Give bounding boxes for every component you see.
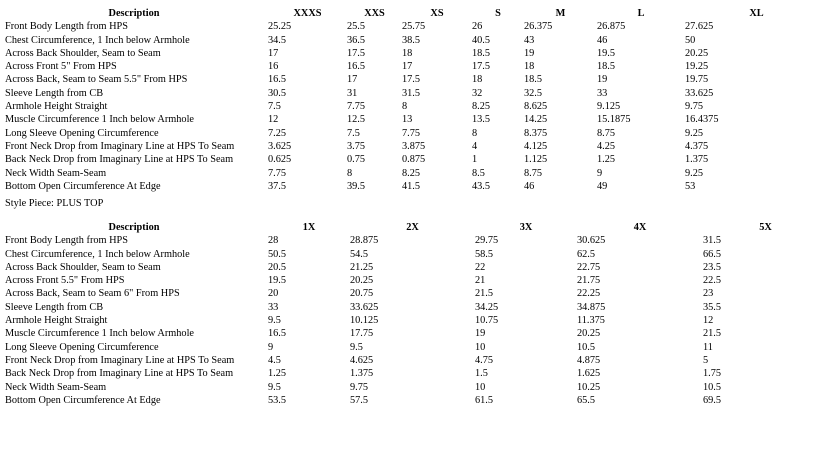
measurement-value: 17.5 bbox=[402, 74, 421, 86]
size-spec-table-regular bbox=[0, 7, 828, 193]
measurement-value: 5 bbox=[703, 354, 709, 366]
measurement-value: 17.5 bbox=[472, 61, 491, 73]
measurement-value: 8.75 bbox=[524, 167, 543, 179]
measurement-value: 7.5 bbox=[347, 127, 360, 139]
table-row bbox=[0, 248, 828, 261]
measurement-label: Front Body Length from HPS bbox=[5, 235, 128, 247]
measurement-value: 18.5 bbox=[524, 74, 543, 86]
measurement-value: 12 bbox=[703, 315, 714, 327]
measurement-value: 33.625 bbox=[350, 301, 379, 313]
measurement-value: 46 bbox=[524, 180, 535, 192]
measurement-value: 9.25 bbox=[685, 127, 704, 139]
measurement-value: 65.5 bbox=[577, 394, 596, 406]
measurement-label: Front Body Length from HPS bbox=[5, 21, 128, 33]
measurement-value: 9 bbox=[268, 341, 274, 353]
measurement-value: 16.5 bbox=[347, 61, 366, 73]
column-header-size: XS bbox=[430, 8, 444, 19]
measurement-value: 58.5 bbox=[475, 248, 494, 260]
measurement-value: 22.75 bbox=[577, 261, 601, 273]
measurement-value: 8.375 bbox=[524, 127, 548, 139]
measurement-value: 8.25 bbox=[402, 167, 421, 179]
column-header-size: 2X bbox=[406, 222, 419, 233]
measurement-value: 20.5 bbox=[268, 261, 287, 273]
measurement-value: 19.5 bbox=[597, 47, 616, 59]
measurement-value: 0.625 bbox=[268, 154, 292, 166]
measurement-label: Muscle Circumference 1 Inch below Armhole bbox=[5, 328, 194, 340]
measurement-value: 4.125 bbox=[524, 140, 548, 152]
measurement-value: 39.5 bbox=[347, 180, 366, 192]
measurement-label: Across Front 5" From HPS bbox=[5, 61, 117, 73]
measurement-value: 53.5 bbox=[268, 394, 287, 406]
measurement-label: Across Back Shoulder, Seam to Seam bbox=[5, 261, 161, 273]
measurement-label: Across Front 5.5" From HPS bbox=[5, 275, 125, 287]
table-row bbox=[0, 34, 828, 47]
measurement-value: 20.25 bbox=[685, 47, 709, 59]
measurement-value: 36.5 bbox=[347, 34, 366, 46]
measurement-value: 4 bbox=[472, 140, 478, 152]
measurement-value: 4.5 bbox=[268, 354, 281, 366]
measurement-label: Bottom Open Circumference At Edge bbox=[5, 180, 161, 192]
measurement-value: 22.5 bbox=[703, 275, 722, 287]
measurement-value: 23 bbox=[703, 288, 714, 300]
measurement-value: 38.5 bbox=[402, 34, 421, 46]
measurement-value: 19 bbox=[524, 47, 535, 59]
measurement-value: 12 bbox=[268, 114, 279, 126]
measurement-value: 25.75 bbox=[402, 21, 426, 33]
measurement-value: 9.125 bbox=[597, 101, 621, 113]
table-row bbox=[0, 127, 828, 140]
measurement-value: 20 bbox=[268, 288, 279, 300]
measurement-value: 8.25 bbox=[472, 101, 491, 113]
measurement-value: 4.875 bbox=[577, 354, 601, 366]
measurement-value: 17 bbox=[402, 61, 413, 73]
measurement-value: 31.5 bbox=[703, 235, 722, 247]
measurement-value: 29.75 bbox=[475, 235, 499, 247]
measurement-label: Across Back, Seam to Seam 5.5" From HPS bbox=[5, 74, 188, 86]
measurement-label: Armhole Height Straight bbox=[5, 315, 108, 327]
measurement-value: 7.5 bbox=[268, 101, 281, 113]
measurement-value: 30.625 bbox=[577, 235, 606, 247]
measurement-value: 14.25 bbox=[524, 114, 548, 126]
measurement-value: 21.5 bbox=[703, 328, 722, 340]
measurement-value: 26.875 bbox=[597, 21, 626, 33]
measurement-value: 19 bbox=[475, 328, 486, 340]
measurement-value: 19.5 bbox=[268, 275, 287, 287]
measurement-value: 34.25 bbox=[475, 301, 499, 313]
table-row bbox=[0, 60, 828, 73]
column-header-size: 1X bbox=[302, 222, 316, 233]
measurement-value: 1.75 bbox=[703, 368, 722, 380]
measurement-value: 1.25 bbox=[597, 154, 616, 166]
measurement-value: 0.875 bbox=[402, 154, 426, 166]
measurement-value: 32 bbox=[472, 87, 483, 99]
measurement-value: 4.375 bbox=[685, 140, 709, 152]
measurement-value: 43.5 bbox=[472, 180, 491, 192]
measurement-value: 34.875 bbox=[577, 301, 606, 313]
measurement-value: 23.5 bbox=[703, 261, 722, 273]
column-header-description: Description bbox=[108, 222, 160, 233]
measurement-value: 4.25 bbox=[597, 140, 616, 152]
measurement-value: 10 bbox=[475, 381, 486, 393]
measurement-label: Muscle Circumference 1 Inch below Armhole bbox=[5, 114, 194, 126]
measurement-value: 7.75 bbox=[402, 127, 421, 139]
column-header-size: XXXS bbox=[293, 8, 322, 19]
table-row bbox=[0, 234, 828, 247]
column-header-size: L bbox=[637, 8, 645, 19]
measurement-value: 13.5 bbox=[472, 114, 491, 126]
measurement-value: 66.5 bbox=[703, 248, 722, 260]
measurement-value: 17 bbox=[268, 47, 279, 59]
table-row bbox=[0, 153, 828, 166]
measurement-value: 16 bbox=[268, 61, 279, 73]
table-row bbox=[0, 87, 828, 100]
measurement-value: 11 bbox=[703, 341, 713, 353]
measurement-label: Chest Circumference, 1 Inch below Armhole bbox=[5, 248, 190, 260]
measurement-value: 1.375 bbox=[685, 154, 709, 166]
measurement-value: 12.5 bbox=[347, 114, 366, 126]
table-row bbox=[0, 73, 828, 86]
measurement-label: Bottom Open Circumference At Edge bbox=[5, 394, 161, 406]
measurement-value: 33 bbox=[597, 87, 608, 99]
measurement-value: 10.75 bbox=[475, 315, 499, 327]
measurement-value: 9.25 bbox=[685, 167, 704, 179]
table-row bbox=[0, 167, 828, 180]
measurement-value: 10.5 bbox=[703, 381, 722, 393]
table-row bbox=[0, 274, 828, 287]
measurement-value: 3.625 bbox=[268, 140, 292, 152]
measurement-value: 9.75 bbox=[350, 381, 369, 393]
measurement-value: 4.625 bbox=[350, 354, 374, 366]
measurement-value: 26 bbox=[472, 21, 483, 33]
measurement-value: 8.625 bbox=[524, 101, 548, 113]
column-header-size: XXS bbox=[364, 8, 385, 19]
measurement-value: 20.75 bbox=[350, 288, 374, 300]
measurement-value: 25.5 bbox=[347, 21, 366, 33]
measurement-value: 15.1875 bbox=[597, 114, 631, 126]
measurement-label: Front Neck Drop from Imaginary Line at HPS To Seam bbox=[5, 354, 235, 366]
measurement-value: 1.375 bbox=[350, 368, 374, 380]
measurement-value: 26.375 bbox=[524, 21, 553, 33]
column-header-description: Description bbox=[108, 8, 160, 19]
table-row bbox=[0, 140, 828, 153]
table-row bbox=[0, 301, 828, 314]
measurement-value: 7.75 bbox=[347, 101, 366, 113]
table-row bbox=[0, 367, 828, 380]
measurement-value: 34.5 bbox=[268, 34, 287, 46]
table-header-row bbox=[0, 221, 828, 234]
measurement-value: 8.5 bbox=[472, 167, 485, 179]
measurement-value: 19.75 bbox=[685, 74, 709, 86]
measurement-value: 13 bbox=[402, 114, 413, 126]
measurement-label: Neck Width Seam-Seam bbox=[5, 381, 107, 393]
measurement-value: 27.625 bbox=[685, 21, 714, 33]
table-row bbox=[0, 100, 828, 113]
measurement-value: 30.5 bbox=[268, 87, 287, 99]
measurement-value: 16.5 bbox=[268, 74, 287, 86]
measurement-value: 1.125 bbox=[524, 154, 548, 166]
measurement-value: 7.25 bbox=[268, 127, 287, 139]
table-row bbox=[0, 113, 828, 126]
table-header-row bbox=[0, 7, 828, 20]
measurement-value: 22 bbox=[475, 261, 486, 273]
measurement-value: 19 bbox=[597, 74, 608, 86]
measurement-value: 25.25 bbox=[268, 21, 292, 33]
measurement-value: 28.875 bbox=[350, 235, 379, 247]
style-piece-label: Style Piece: PLUS TOP bbox=[5, 198, 104, 209]
measurement-value: 54.5 bbox=[350, 248, 369, 260]
column-header-size: 3X bbox=[519, 222, 533, 233]
measurement-value: 49 bbox=[597, 180, 608, 192]
table-row bbox=[0, 20, 828, 33]
measurement-value: 57.5 bbox=[350, 394, 369, 406]
measurement-value: 9.5 bbox=[268, 381, 281, 393]
measurement-value: 69.5 bbox=[703, 394, 722, 406]
measurement-label: Long Sleeve Opening Circumference bbox=[5, 127, 159, 139]
measurement-value: 18 bbox=[472, 74, 483, 86]
measurement-value: 4.75 bbox=[475, 354, 494, 366]
table-row bbox=[0, 341, 828, 354]
measurement-value: 20.25 bbox=[577, 328, 601, 340]
measurement-value: 16.4375 bbox=[685, 114, 719, 126]
measurement-value: 10.5 bbox=[577, 341, 596, 353]
measurement-value: 11.375 bbox=[577, 315, 605, 327]
measurement-value: 0.75 bbox=[347, 154, 366, 166]
table-row bbox=[0, 327, 828, 340]
measurement-value: 53 bbox=[685, 180, 696, 192]
measurement-value: 18 bbox=[402, 47, 413, 59]
measurement-value: 8 bbox=[347, 167, 353, 179]
measurement-value: 19.25 bbox=[685, 61, 709, 73]
measurement-value: 40.5 bbox=[472, 34, 491, 46]
table-row bbox=[0, 381, 828, 394]
measurement-value: 50.5 bbox=[268, 248, 287, 260]
measurement-label: Long Sleeve Opening Circumference bbox=[5, 341, 159, 353]
column-header-size: S bbox=[495, 8, 501, 19]
measurement-value: 35.5 bbox=[703, 301, 722, 313]
table-row bbox=[0, 261, 828, 274]
measurement-value: 46 bbox=[597, 34, 608, 46]
table-row bbox=[0, 394, 828, 407]
measurement-value: 33 bbox=[268, 301, 279, 313]
measurement-value: 1.5 bbox=[475, 368, 488, 380]
measurement-label: Back Neck Drop from Imaginary Line at HPS To Seam bbox=[5, 368, 234, 380]
column-header-size: XL bbox=[749, 8, 764, 19]
measurement-label: Front Neck Drop from Imaginary Line at HPS To Seam bbox=[5, 140, 235, 152]
measurement-value: 61.5 bbox=[475, 394, 494, 406]
measurement-value: 9.75 bbox=[685, 101, 704, 113]
measurement-value: 18.5 bbox=[597, 61, 616, 73]
measurement-label: Armhole Height Straight bbox=[5, 101, 108, 113]
measurement-value: 32.5 bbox=[524, 87, 543, 99]
measurement-value: 50 bbox=[685, 34, 696, 46]
measurement-value: 1.625 bbox=[577, 368, 601, 380]
table-row bbox=[0, 287, 828, 300]
measurement-value: 33.625 bbox=[685, 87, 714, 99]
measurement-value: 31.5 bbox=[402, 87, 421, 99]
measurement-value: 8 bbox=[402, 101, 408, 113]
measurement-label: Sleeve Length from CB bbox=[5, 301, 104, 313]
column-header-size: 4X bbox=[633, 222, 647, 233]
measurement-value: 8 bbox=[472, 127, 478, 139]
measurement-label: Sleeve Length from CB bbox=[5, 87, 104, 99]
measurement-value: 21.75 bbox=[577, 275, 601, 287]
measurement-label: Chest Circumference, 1 Inch below Armhole bbox=[5, 34, 190, 46]
column-header-size: 5X bbox=[759, 222, 772, 233]
measurement-value: 9.5 bbox=[350, 341, 363, 353]
measurement-value: 3.875 bbox=[402, 140, 426, 152]
measurement-label: Across Back Shoulder, Seam to Seam bbox=[5, 47, 161, 59]
measurement-value: 43 bbox=[524, 34, 535, 46]
measurement-value: 17 bbox=[347, 74, 358, 86]
size-spec-table-plus bbox=[0, 221, 828, 407]
measurement-label: Back Neck Drop from Imaginary Line at HPS To Seam bbox=[5, 154, 234, 166]
measurement-value: 21.5 bbox=[475, 288, 494, 300]
measurement-value: 8.75 bbox=[597, 127, 616, 139]
measurement-value: 62.5 bbox=[577, 248, 596, 260]
measurement-value: 9.5 bbox=[268, 315, 281, 327]
measurement-value: 10.125 bbox=[350, 315, 379, 327]
measurement-value: 18 bbox=[524, 61, 535, 73]
measurement-value: 9 bbox=[597, 167, 603, 179]
measurement-value: 17.75 bbox=[350, 328, 374, 340]
measurement-value: 10 bbox=[475, 341, 486, 353]
table-row bbox=[0, 180, 828, 193]
table-row bbox=[0, 47, 828, 60]
measurement-value: 18.5 bbox=[472, 47, 491, 59]
measurement-value: 41.5 bbox=[402, 180, 421, 192]
measurement-value: 22.25 bbox=[577, 288, 601, 300]
measurement-value: 3.75 bbox=[347, 140, 366, 152]
measurement-value: 21.25 bbox=[350, 261, 374, 273]
measurement-value: 37.5 bbox=[268, 180, 287, 192]
measurement-value: 1.25 bbox=[268, 368, 287, 380]
measurement-value: 31 bbox=[347, 87, 358, 99]
measurement-value: 28 bbox=[268, 235, 279, 247]
measurement-value: 17.5 bbox=[347, 47, 366, 59]
column-header-size: M bbox=[555, 8, 566, 19]
table-row bbox=[0, 354, 828, 367]
measurement-value: 10.25 bbox=[577, 381, 601, 393]
measurement-value: 20.25 bbox=[350, 275, 374, 287]
measurement-label: Across Back, Seam to Seam 6" From HPS bbox=[5, 288, 180, 300]
measurement-value: 16.5 bbox=[268, 328, 287, 340]
measurement-value: 7.75 bbox=[268, 167, 287, 179]
measurement-label: Neck Width Seam-Seam bbox=[5, 167, 107, 179]
table-row bbox=[0, 314, 828, 327]
measurement-value: 1 bbox=[472, 154, 478, 166]
measurement-value: 21 bbox=[475, 275, 486, 287]
